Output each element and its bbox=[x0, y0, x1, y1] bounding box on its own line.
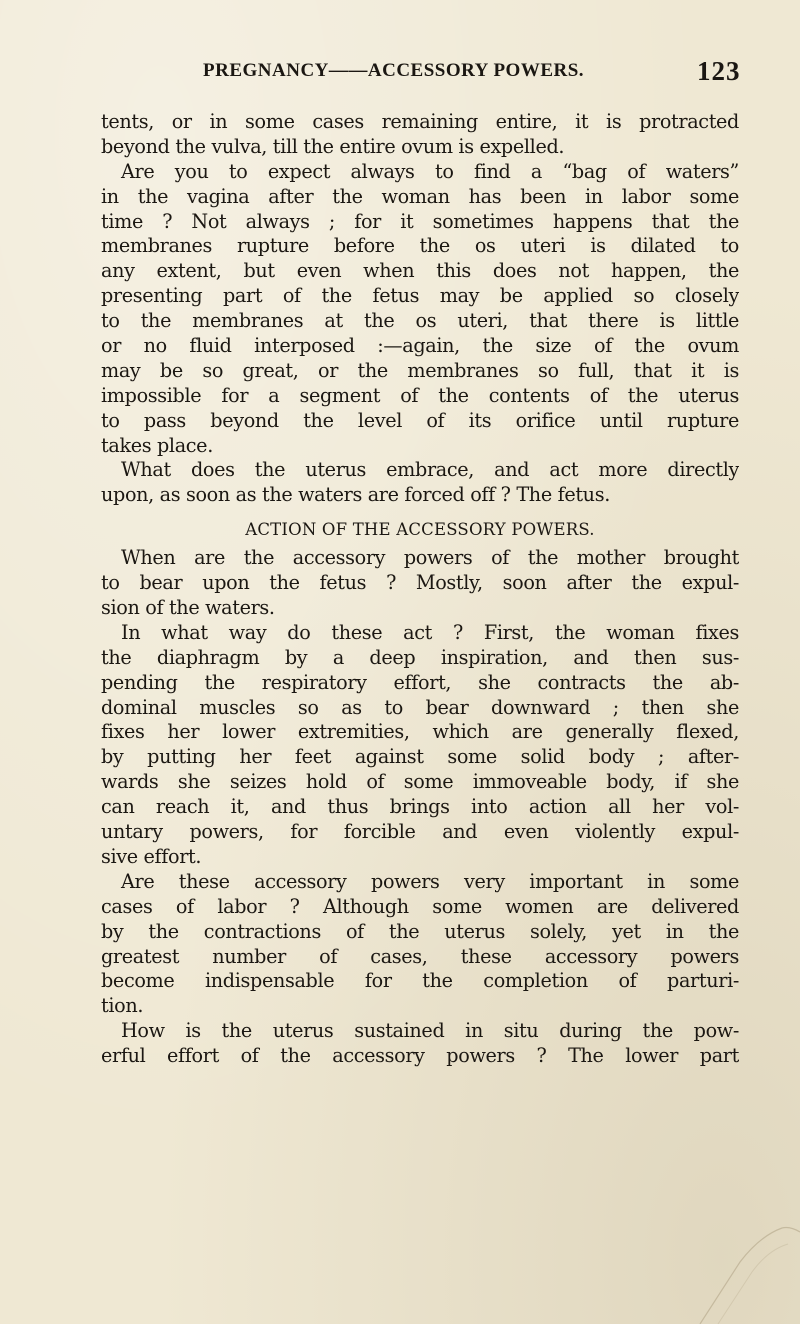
text-line: cases of labor ? Although some women are delivered bbox=[101, 894, 739, 918]
text-line: pending the respiratory effort, she contracts the ab- bbox=[101, 670, 739, 694]
text-line: upon, as soon as the waters are forced off ? The fetus. bbox=[101, 483, 610, 507]
text-line: any extent, but even when this does not happen, the bbox=[101, 259, 739, 283]
text-line: sive effort. bbox=[101, 844, 202, 868]
text-line: may be so great, or the membranes so full, that it is bbox=[101, 358, 739, 382]
text-line: takes place. bbox=[101, 433, 213, 457]
text-line: What does the uterus embrace, and act more directly bbox=[121, 458, 739, 482]
text-line: Are these accessory powers very important in some bbox=[121, 869, 739, 893]
text-section-after-heading bbox=[101, 546, 739, 1069]
body-text bbox=[101, 110, 739, 1069]
text-line: dominal muscles so as to bear downward ; then she bbox=[101, 695, 739, 719]
text-line: time ? Not always ; for it sometimes happens that the bbox=[101, 209, 739, 233]
text-line: How is the uterus sustained in situ during the pow- bbox=[121, 1019, 739, 1043]
text-line: impossible for a segment of the contents of the uterus bbox=[101, 383, 739, 407]
section-heading: ACTION OF THE ACCESSORY POWERS. bbox=[245, 520, 595, 540]
text-line: beyond the vulva, till the entire ovum is expelled. bbox=[101, 134, 565, 158]
text-line: greatest number of cases, these accessory powers bbox=[101, 944, 739, 968]
text-line: erful effort of the accessory powers ? The lower part bbox=[101, 1044, 739, 1068]
text-line: wards she seizes hold of some immoveable body, if she bbox=[101, 770, 739, 794]
text-section-before-heading bbox=[101, 110, 739, 508]
text-line: by the contractions of the uterus solely, yet in the bbox=[101, 919, 739, 943]
text-line: untary powers, for forcible and even violently expul- bbox=[101, 820, 739, 844]
text-line: In what way do these act ? First, the woman fixes bbox=[121, 620, 739, 644]
text-line: presenting part of the fetus may be applied so closely bbox=[101, 284, 739, 308]
text-line: by putting her feet against some solid body ; after- bbox=[101, 745, 739, 769]
running-head bbox=[0, 56, 800, 90]
text-line: can reach it, and thus brings into action all her vol- bbox=[101, 795, 739, 819]
text-line: become indispensable for the completion of parturi- bbox=[101, 969, 739, 993]
text-line: fixes her lower extremities, which are generally flexed, bbox=[101, 720, 739, 744]
text-line: tents, or in some cases remaining entire, it is protracted bbox=[101, 110, 739, 133]
text-line: the diaphragm by a deep inspiration, and then sus- bbox=[101, 645, 739, 669]
text-line: to pass beyond the level of its orifice until rupture bbox=[101, 408, 739, 432]
text-line: tion. bbox=[101, 994, 144, 1018]
text-line: to the membranes at the os uteri, that there is little bbox=[101, 309, 739, 333]
running-title: PREGNANCY——ACCESSORY POWERS. bbox=[203, 60, 585, 81]
text-line: membranes rupture before the os uteri is dilated to bbox=[101, 234, 739, 258]
text-line: Are you to expect always to find a “bag of waters” bbox=[121, 159, 739, 183]
text-line: or no fluid interposed :—again, the size of the ovum bbox=[101, 334, 739, 358]
text-line: sion of the waters. bbox=[101, 596, 275, 620]
text-line: When are the accessory powers of the mother brought bbox=[121, 546, 739, 570]
text-line: in the vagina after the woman has been in labor some bbox=[101, 184, 739, 208]
text-line: to bear upon the fetus ? Mostly, soon after the expul- bbox=[101, 571, 739, 595]
page-number: 123 bbox=[697, 56, 741, 86]
